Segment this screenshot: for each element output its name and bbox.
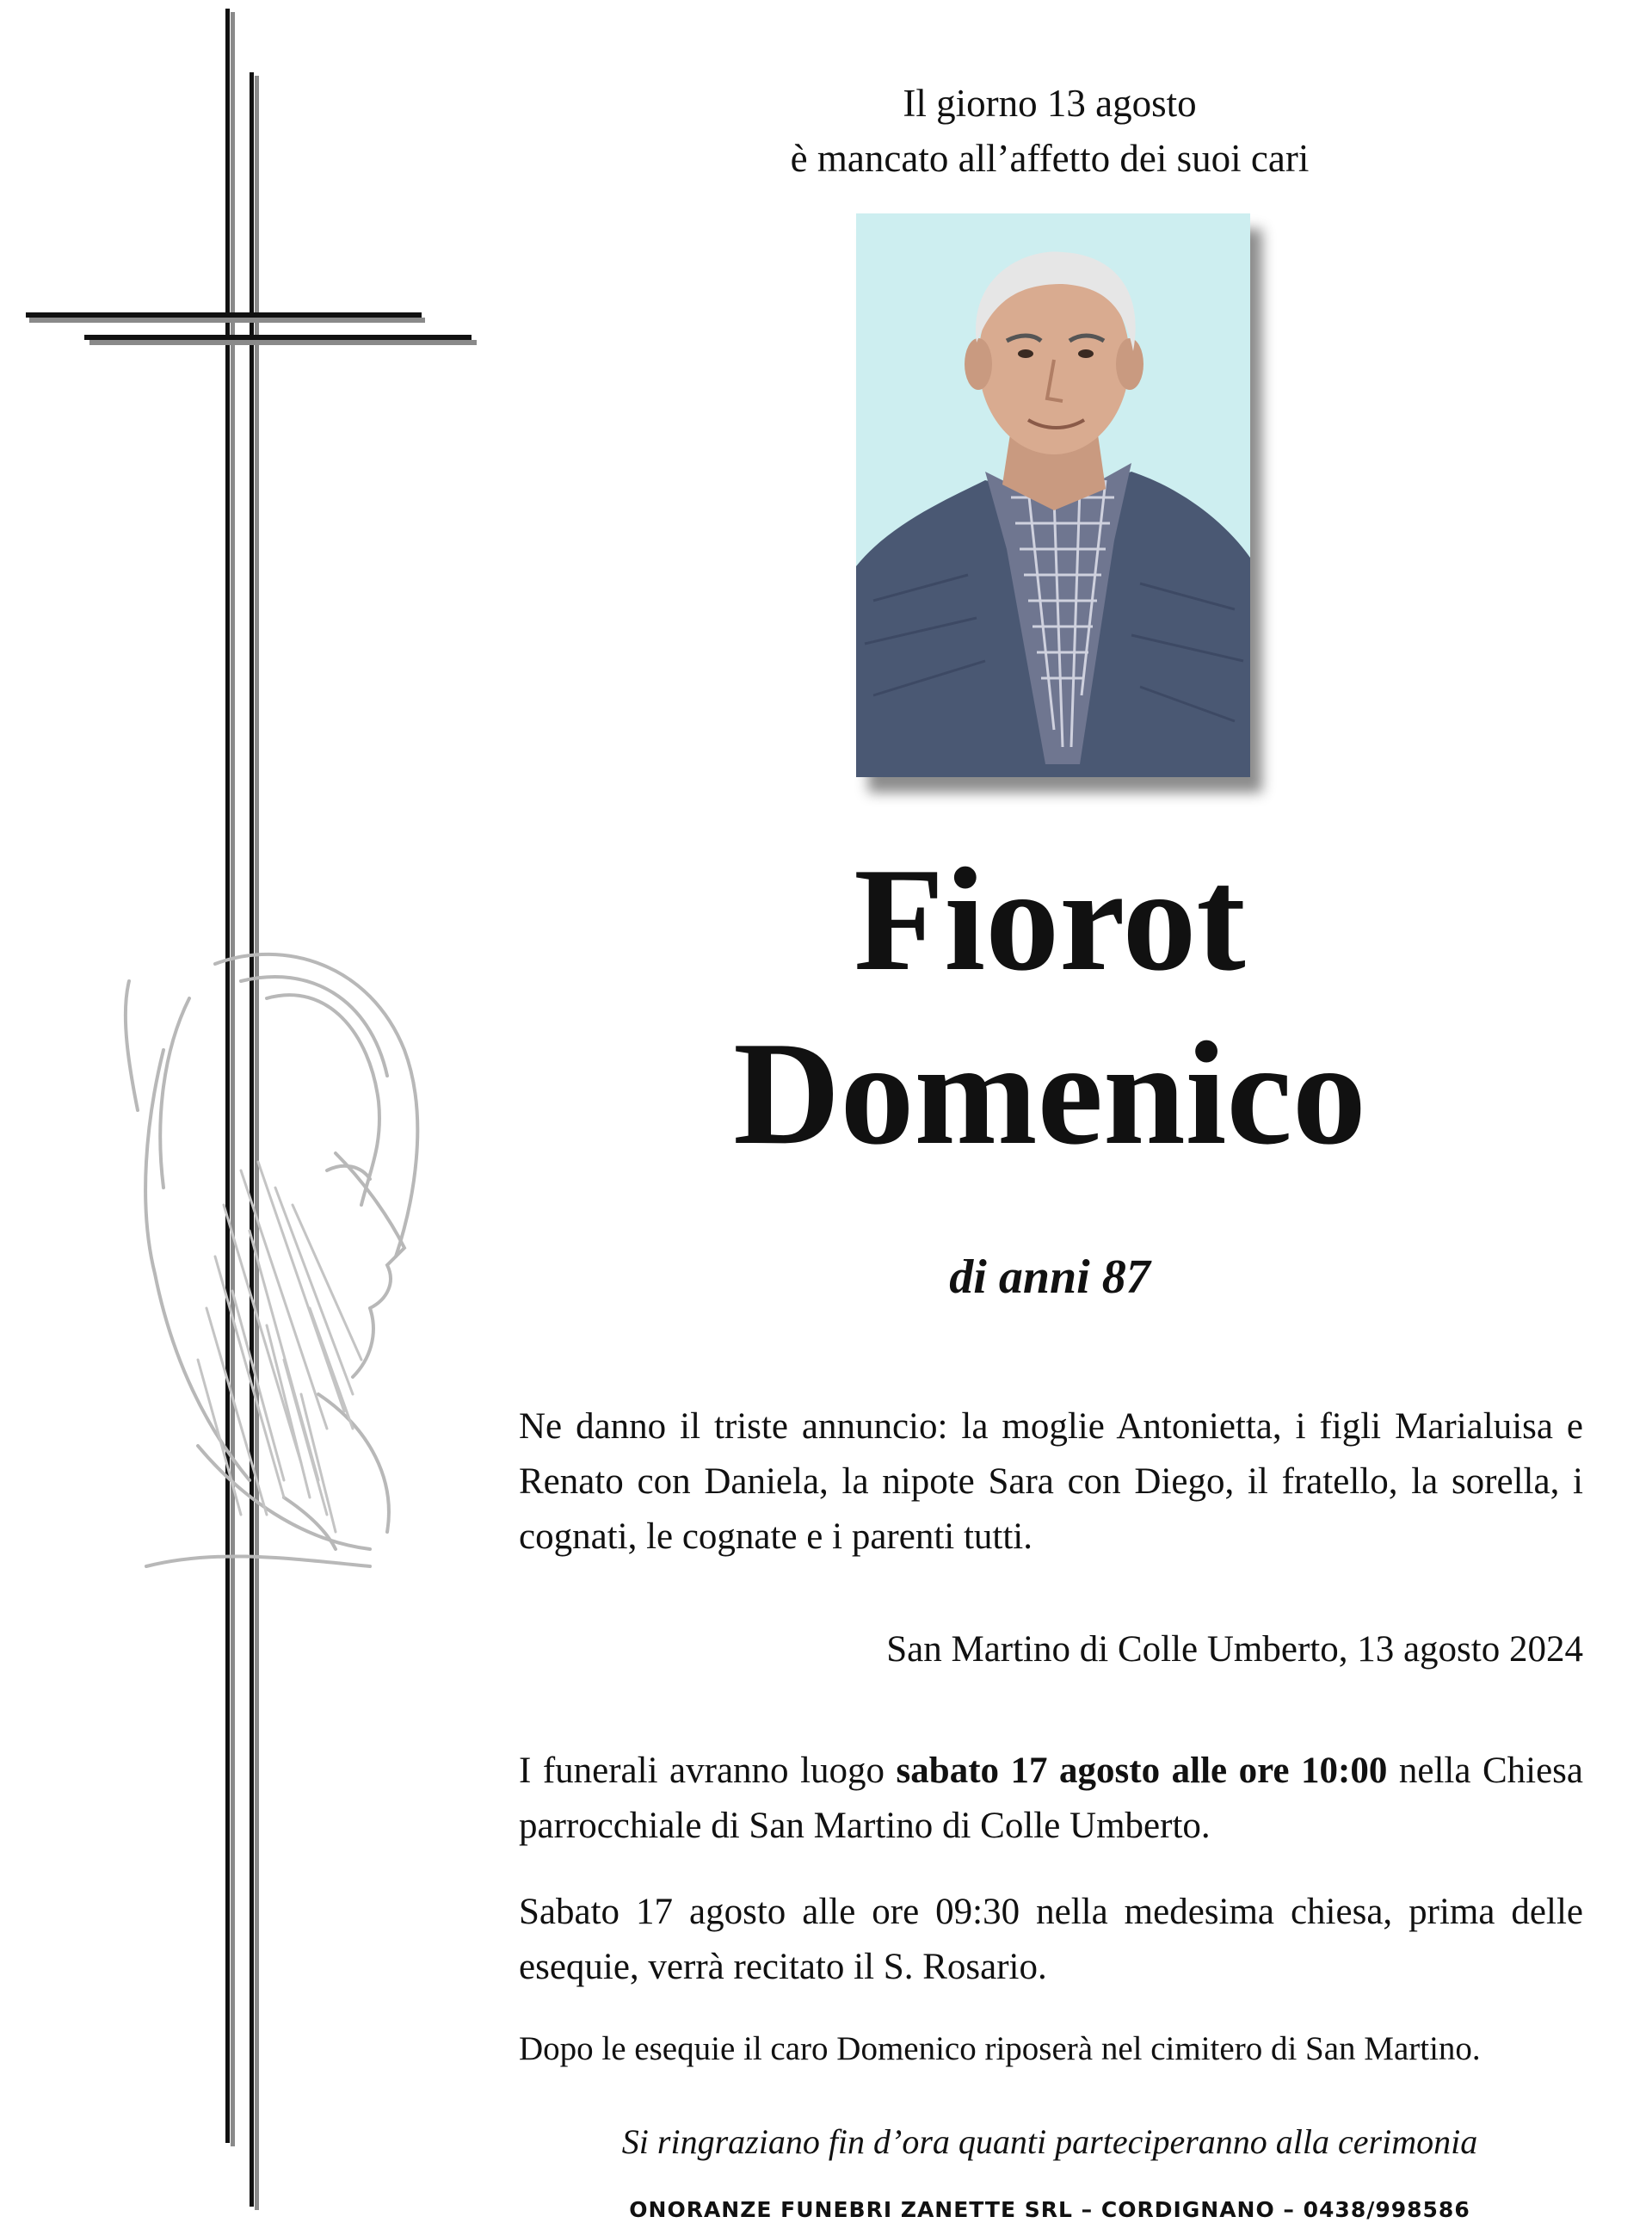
intro-text bbox=[516, 76, 1583, 186]
first-name: Domenico bbox=[733, 1012, 1366, 1176]
rosary-info: Sabato 17 agosto alle ore 09:30 nella medesima chiesa, prima delle esequie, verrà recitato il S. Rosario. bbox=[519, 1892, 1583, 1987]
funeral-post: nella Chiesa parrocchiale di San Martino di Colle Umberto. bbox=[519, 1750, 1583, 1846]
intro-line-1: Il giorno 13 agosto bbox=[903, 82, 1197, 125]
announcement: Ne danno il triste annuncio: la moglie Antonietta, i figli Marialuisa e Renato con Daniela, la nipote Sara con Diego, il fratello, la sorella, i cognati, le cognate e i parenti tutti. bbox=[519, 1406, 1583, 1557]
christ-face-sketch bbox=[112, 947, 490, 1584]
age: di anni 87 bbox=[949, 1250, 1150, 1304]
place-date: San Martino di Colle Umberto, 13 agosto 2024 bbox=[886, 1629, 1583, 1670]
funeral-pre: I funerali avranno luogo bbox=[519, 1750, 897, 1791]
funeral-home-footer: ONORANZE FUNEBRI ZANETTE SRL – CORDIGNANO – 0438/998586 bbox=[629, 2197, 1470, 2222]
funeral-datetime: sabato 17 agosto alle ore 10:00 bbox=[896, 1750, 1388, 1791]
surname: Fiorot bbox=[854, 838, 1246, 1002]
burial-info: Dopo le esequie il caro Domenico riposerà nel cimitero di San Martino. bbox=[519, 2030, 1481, 2067]
intro-line-2: è mancato all’affetto dei suoi cari bbox=[790, 137, 1310, 180]
funeral-info bbox=[519, 1744, 1583, 1854]
thanks: Si ringraziano fin d’ora quanti parteciperanno alla cerimonia bbox=[621, 2122, 1478, 2161]
portrait-photo bbox=[856, 213, 1250, 777]
